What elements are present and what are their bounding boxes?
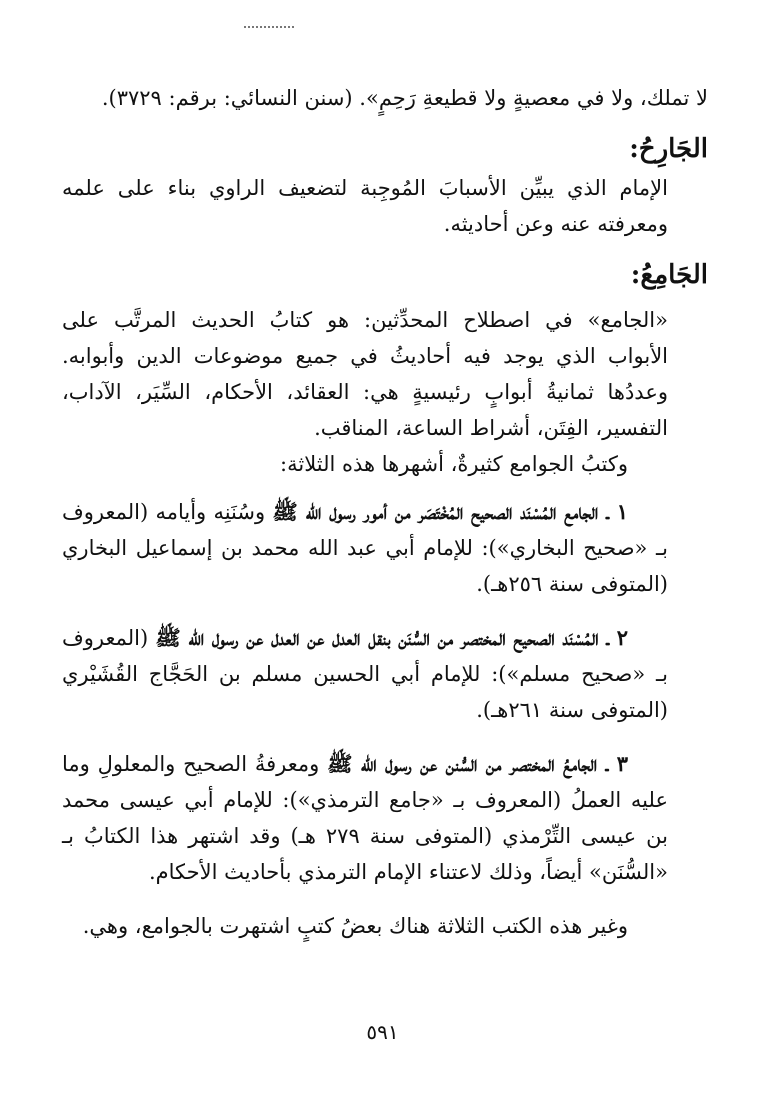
list-item-title: ٣ ـ الجامعُ المختصر من السُّنن عن رسول الله ﷺ [327,751,628,776]
entry-heading-jami: الجَامِعُ: [630,260,708,290]
list-item [62,620,708,728]
page-content [62,80,708,944]
list-item-title: ٢ ـ المُسْنَد الصحيح المختصر من السُّنَن بنقل العدل عن العدل عن رسول الله ﷺ [155,625,628,650]
list-intro: وكتبُ الجوامع كثيرةٌ، أشهرها هذه الثلاثة: [280,452,628,476]
entry-definition-jami: «الجامع» في اصطلاح المحدِّثين: هو كتابُ الحديث المرتَّب على الأبواب الذي يوجد فيه أحاديثُ في جميع موضوعات الدين وأبوابه. وعددُها ثمانيةُ أبوابٍ رئيسيةٍ هي: العقائد، الأحكام، السِّيَر، الآداب، التفسير، الفِتَن، أشراط الساعة، المناقب. [62,308,668,440]
list-item [62,746,708,890]
entry-definition-jarih: الإمام الذي يبيِّن الأسبابَ المُوجِبة لتضعيف الراوي بناء على علمه ومعرفته عنه وعن أحاديثه. [62,176,668,236]
list-item-text: وسُنَنِه وأيامه (المعروف بـ «صحيح البخاري»): للإمام أبي عبد الله محمد بن إسماعيل البخاري (المتوفى سنة ٢٥٦هـ). [62,500,668,596]
list-item-text: (المعروف بـ «صحيح مسلم»): للإمام أبي الحسين مسلم بن الحَجَّاج القُشَيْري (المتوفى سنة ٢٦١هـ). [62,626,668,722]
intro-continuation: لا تملك، ولا في معصيةٍ ولا قطيعةِ رَحِمٍ». (سنن النسائي: برقم: ٣٧٢٩). [101,86,708,110]
list-item-title: ١ ـ الجامع المُسْنَد الصحيح المُخْتَصَر من أمور رسول الله ﷺ [272,499,629,524]
entry-heading-jarih: الجَارِحُ: [629,134,708,164]
list-item-text: ومعرفةُ الصحيح والمعلولِ وما عليه العملُ (المعروف بـ «جامع الترمذي»): للإمام أبي عيسى محمد بن عيسى التِّرْمذي (المتوفى سنة ٢٧٩ هـ) وقد اشتهر هذا الكتابُ بـ «السُّنَن» أيضاً، وذلك لاعتناء الإمام الترمذي بأحاديث الأحكام. [62,752,668,884]
list-item [62,494,708,602]
closing-paragraph: وغير هذه الكتب الثلاثة هناك بعضُ كتبٍ اشتهرت بالجوامع، وهي. [82,914,628,938]
page-number: ٥٩١ [366,1020,399,1044]
header-dotted-rule [244,26,294,28]
